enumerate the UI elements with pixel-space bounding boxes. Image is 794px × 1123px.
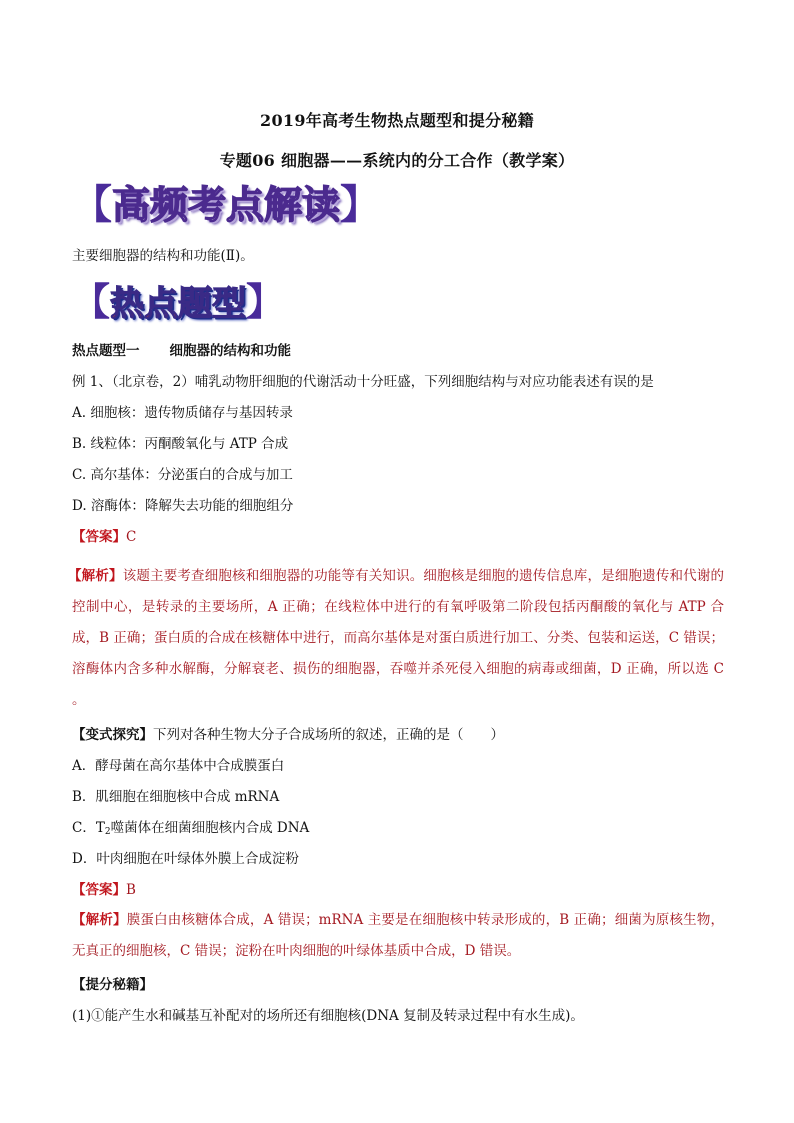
banner-open-bracket: 【 xyxy=(72,182,112,228)
variant-option-a: A．酵母菌在高尔基体中合成膜蛋白 xyxy=(72,758,285,774)
answer-value: C xyxy=(126,529,137,545)
banner-text: 高频考点解读 xyxy=(112,183,341,227)
banner-open-bracket: 【 xyxy=(72,280,111,324)
answer-line xyxy=(72,528,724,546)
variant-analysis-tag: 【解析】 xyxy=(72,912,127,928)
variant-analysis-text: 膜蛋白由核糖体合成，A 错误；mRNA 主要是在细胞核中转录形成的，B 正确；细菌为原核生物，无真正的细胞核，C 错误；淀粉在叶肉细胞的叶绿体基质中合成，D 错误。 xyxy=(72,912,725,959)
example-question: 例 1、（北京卷，2）哺乳动物肝细胞的代谢活动十分旺盛，下列细胞结构与对应功能表述有误的是 xyxy=(72,374,654,390)
variant-question-line xyxy=(72,726,724,744)
variant-answer-line xyxy=(72,881,724,899)
doc-title: 2019年高考生物热点题型和提分秘籍 xyxy=(260,111,534,130)
banner-close-bracket: 】 xyxy=(340,182,381,228)
option-c: C. 高尔基体：分泌蛋白的合成与加工 xyxy=(72,467,293,483)
banner-close-bracket: 】 xyxy=(246,280,285,324)
doc-subtitle: 专题06 细胞器——系统内的分工合作（教学案） xyxy=(219,151,575,170)
analysis-text: 该题主要考查细胞核和细胞器的功能等有关知识。细胞核是细胞的遗传信息库，是细胞遗传和代谢的控制中心，是转录的主要场所，A 正确；在线粒体中进行的有氧呼吸第二阶段包括丙酮酸的氧化与 ATP 合成，B 正确；蛋白质的合成在核糖体中进行，而高尔基体是对蛋白质进行加工、分类、包装和运送，C 错误；溶酶体内含多种水解酶，分解衰老、损伤的细胞器，吞噬并杀死侵入细胞的病毒或细菌，D 正确，所以选 C 。 xyxy=(72,568,725,708)
option-b: B. 线粒体：丙酮酸氧化与 ATP 合成 xyxy=(72,436,289,452)
option-a: A. 细胞核：遗传物质储存与基因转录 xyxy=(72,405,293,421)
tifen-item-1: (1)①能产生水和碱基互补配对的场所还有细胞核(DNA 复制及转录过程中有水生成)。 xyxy=(72,1008,584,1024)
analysis-paragraph xyxy=(68,561,725,716)
variant-answer-value: B xyxy=(126,882,136,898)
section-heading xyxy=(72,342,724,360)
kaodian-text: 主要细胞器的结构和功能(Ⅱ)。 xyxy=(72,248,254,264)
variant-option-c xyxy=(72,819,724,841)
banner-gaopin-kaodian xyxy=(72,182,380,228)
banner-redian-tixing xyxy=(72,280,284,326)
banner-text: 热点题型 xyxy=(110,284,247,324)
section-topic: 细胞器的结构和功能 xyxy=(169,343,291,359)
option-d: D. 溶酶体：降解失去功能的细胞组分 xyxy=(72,498,294,514)
tifen-heading: 【提分秘籍】 xyxy=(72,977,153,993)
variant-answer-tag: 【答案】 xyxy=(72,882,126,898)
section-label: 热点题型一 xyxy=(72,343,140,359)
variant-option-c-sub: 2 xyxy=(104,827,111,837)
variant-analysis-paragraph xyxy=(72,905,724,967)
variant-tag: 【变式探究】 xyxy=(72,727,153,743)
variant-option-c-rest: 噬菌体在细菌细胞核内合成 DNA xyxy=(110,820,310,836)
variant-option-b: B．肌细胞在细胞核中合成 mRNA xyxy=(72,789,280,805)
variant-option-d: D．叶肉细胞在叶绿体外膜上合成淀粉 xyxy=(72,851,299,867)
analysis-tag: 【解析】 xyxy=(68,568,123,584)
variant-option-c-prefix: C．T xyxy=(72,820,105,836)
answer-tag: 【答案】 xyxy=(72,529,126,545)
variant-question: 下列对各种生物大分子合成场所的叙述，正确的是（ ） xyxy=(153,727,504,743)
